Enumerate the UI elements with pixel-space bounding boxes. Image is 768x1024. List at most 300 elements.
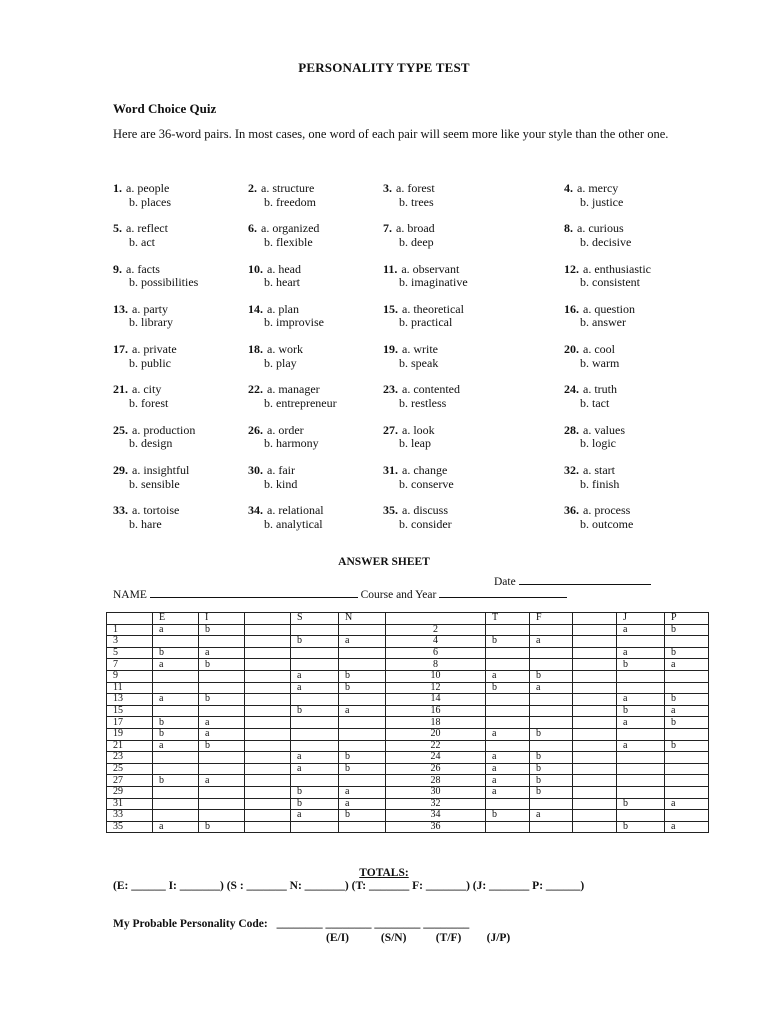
- table-row: [107, 682, 709, 694]
- quiz-item-number: 32.: [564, 463, 579, 478]
- table-cell: a: [617, 717, 665, 729]
- code-part-tf: (T/F): [435, 932, 462, 944]
- table-cell: a: [291, 752, 339, 764]
- table-cell: a: [291, 763, 339, 775]
- quiz-option-a: a. head: [267, 261, 301, 276]
- table-cell: 12: [386, 682, 486, 694]
- table-cell: b: [665, 624, 709, 636]
- quiz-row: [113, 504, 693, 544]
- table-cell: [530, 624, 573, 636]
- table-cell: b: [530, 775, 573, 787]
- table-cell: b: [486, 682, 530, 694]
- quiz-item-number: 31.: [383, 463, 398, 478]
- quiz-option-b: b. conserve: [399, 476, 454, 491]
- table-cell: a: [153, 694, 199, 706]
- table-cell: [245, 810, 291, 822]
- table-cell: [245, 728, 291, 740]
- table-cell: [530, 659, 573, 671]
- table-cell: [245, 763, 291, 775]
- quiz-item: [383, 263, 468, 290]
- table-cell: [245, 705, 291, 717]
- table-cell: [665, 636, 709, 648]
- quiz-item: [113, 222, 168, 249]
- quiz-option-a: a. tortoise: [132, 503, 180, 518]
- quiz-option-b: b. speak: [399, 355, 439, 370]
- table-cell: a: [153, 659, 199, 671]
- quiz-option-a: a. theoretical: [402, 301, 464, 316]
- table-row: [107, 624, 709, 636]
- quiz-item-number: 3.: [383, 181, 392, 195]
- table-cell: 34: [386, 810, 486, 822]
- quiz-item: [564, 383, 617, 410]
- quiz-row: [113, 182, 693, 222]
- quiz-option-a: a. private: [132, 342, 177, 357]
- table-cell: 22: [386, 740, 486, 752]
- table-cell: 19: [107, 728, 153, 740]
- table-cell: [245, 821, 291, 833]
- quiz-option-b: b. restless: [399, 395, 447, 410]
- table-header-cell: E: [153, 613, 199, 625]
- quiz-option-a: a. facts: [126, 261, 160, 276]
- table-cell: [291, 647, 339, 659]
- quiz-option-b: b. heart: [264, 275, 300, 290]
- table-cell: 27: [107, 775, 153, 787]
- table-cell: [153, 763, 199, 775]
- table-cell: [291, 717, 339, 729]
- table-cell: [573, 682, 617, 694]
- quiz-item: [248, 303, 324, 330]
- table-cell: [486, 659, 530, 671]
- table-cell: a: [486, 728, 530, 740]
- table-cell: [245, 798, 291, 810]
- quiz-item: [564, 424, 625, 451]
- table-cell: [665, 810, 709, 822]
- quiz-option-a: a. relational: [267, 503, 324, 518]
- quiz-option-b: b. forest: [129, 395, 169, 410]
- table-cell: [199, 705, 245, 717]
- quiz-option-a: a. change: [402, 463, 448, 478]
- table-cell: a: [530, 682, 573, 694]
- table-cell: [245, 670, 291, 682]
- table-cell: [573, 705, 617, 717]
- table-cell: b: [199, 694, 245, 706]
- table-cell: b: [153, 728, 199, 740]
- table-row: [107, 763, 709, 775]
- table-cell: a: [291, 670, 339, 682]
- quiz-option-b: b. trees: [399, 194, 434, 209]
- table-cell: [339, 740, 386, 752]
- quiz-option-a: a. plan: [267, 301, 299, 316]
- quiz-item-number: 7.: [383, 221, 392, 236]
- table-header-cell: [245, 613, 291, 625]
- table-cell: [617, 775, 665, 787]
- answer-sheet-title: ANSWER SHEET: [338, 556, 430, 568]
- table-cell: a: [486, 763, 530, 775]
- date-blank[interactable]: [519, 574, 651, 585]
- table-header-row: [107, 613, 709, 625]
- table-cell: 5: [107, 647, 153, 659]
- personality-code-blanks[interactable]: ________ ________ ________ ________: [276, 918, 470, 930]
- table-header-cell: N: [339, 613, 386, 625]
- quiz-item: [248, 383, 337, 410]
- quiz-option-b: b. decisive: [580, 234, 632, 249]
- table-cell: 35: [107, 821, 153, 833]
- table-cell: [530, 798, 573, 810]
- quiz-option-a: a. forest: [396, 181, 435, 195]
- table-cell: a: [665, 798, 709, 810]
- table-cell: [665, 682, 709, 694]
- table-cell: b: [153, 775, 199, 787]
- table-cell: [339, 694, 386, 706]
- quiz-option-b: b. entrepreneur: [264, 395, 337, 410]
- table-row: [107, 752, 709, 764]
- quiz-option-a: a. organized: [261, 221, 320, 236]
- table-row: [107, 740, 709, 752]
- quiz-option-b: b. places: [129, 194, 171, 209]
- quiz-item: [248, 263, 301, 290]
- quiz-option-b: b. freedom: [264, 194, 316, 209]
- table-cell: [665, 752, 709, 764]
- table-cell: 15: [107, 705, 153, 717]
- table-cell: 20: [386, 728, 486, 740]
- table-cell: [573, 740, 617, 752]
- table-header-cell: [386, 613, 486, 625]
- table-row: [107, 728, 709, 740]
- table-row: [107, 694, 709, 706]
- table-cell: [153, 810, 199, 822]
- quiz-item: [113, 303, 173, 330]
- personality-code-label: My Probable Personality Code:: [113, 918, 268, 930]
- table-cell: 16: [386, 705, 486, 717]
- table-cell: a: [530, 810, 573, 822]
- course-label: Course and Year: [360, 589, 437, 601]
- table-cell: [530, 647, 573, 659]
- quiz-option-b: b. consider: [399, 516, 452, 531]
- table-cell: [573, 670, 617, 682]
- table-cell: 33: [107, 810, 153, 822]
- table-cell: a: [665, 705, 709, 717]
- name-blank[interactable]: [150, 587, 358, 598]
- quiz-item-number: 5.: [113, 221, 122, 236]
- quiz-option-b: b. library: [129, 315, 173, 330]
- quiz-item-number: 30.: [248, 463, 263, 478]
- table-row: [107, 705, 709, 717]
- table-cell: [617, 752, 665, 764]
- table-cell: b: [339, 752, 386, 764]
- quiz-item: [383, 383, 460, 410]
- quiz-option-b: b. practical: [399, 315, 453, 330]
- table-cell: 7: [107, 659, 153, 671]
- table-cell: b: [153, 717, 199, 729]
- table-cell: [573, 752, 617, 764]
- quiz-item: [383, 424, 435, 451]
- quiz-item-number: 17.: [113, 342, 128, 357]
- table-cell: b: [665, 717, 709, 729]
- table-row: [107, 670, 709, 682]
- quiz-option-a: a. party: [132, 301, 168, 316]
- table-cell: a: [153, 740, 199, 752]
- table-cell: [530, 705, 573, 717]
- quiz-option-a: a. look: [402, 422, 435, 437]
- quiz-item: [113, 182, 171, 209]
- quiz-option-a: a. production: [132, 422, 196, 437]
- table-cell: [199, 636, 245, 648]
- table-cell: [573, 728, 617, 740]
- quiz-option-a: a. reflect: [126, 221, 168, 236]
- quiz-item-number: 15.: [383, 301, 398, 316]
- table-cell: [199, 670, 245, 682]
- table-header-cell: J: [617, 613, 665, 625]
- date-label: Date: [494, 576, 516, 588]
- table-cell: [573, 786, 617, 798]
- table-cell: 11: [107, 682, 153, 694]
- table-cell: a: [339, 798, 386, 810]
- table-cell: [486, 694, 530, 706]
- table-cell: [339, 775, 386, 787]
- quiz-option-b: b. public: [129, 355, 171, 370]
- table-cell: a: [665, 659, 709, 671]
- quiz-option-a: a. observant: [401, 261, 460, 276]
- table-cell: [153, 636, 199, 648]
- table-cell: [245, 786, 291, 798]
- table-cell: [530, 821, 573, 833]
- quiz-option-a: a. enthusiastic: [583, 261, 651, 276]
- quiz-item-number: 28.: [564, 422, 579, 437]
- table-cell: [530, 694, 573, 706]
- table-cell: [486, 740, 530, 752]
- table-cell: 29: [107, 786, 153, 798]
- table-cell: [339, 624, 386, 636]
- table-cell: a: [486, 752, 530, 764]
- quiz-option-b: b. act: [129, 234, 155, 249]
- quiz-option-b: b. deep: [399, 234, 434, 249]
- table-cell: [617, 763, 665, 775]
- table-cell: 13: [107, 694, 153, 706]
- quiz-item-number: 21.: [113, 382, 128, 397]
- table-cell: [199, 786, 245, 798]
- table-cell: [486, 717, 530, 729]
- quiz-option-b: b. warm: [580, 355, 620, 370]
- quiz-item-number: 18.: [248, 342, 263, 357]
- table-cell: a: [530, 636, 573, 648]
- table-row: [107, 647, 709, 659]
- table-cell: [339, 659, 386, 671]
- table-cell: a: [153, 821, 199, 833]
- quiz-item: [564, 504, 633, 531]
- table-cell: 28: [386, 775, 486, 787]
- quiz-option-b: b. improvise: [264, 315, 324, 330]
- table-cell: [573, 624, 617, 636]
- table-cell: [486, 705, 530, 717]
- word-choice-quiz: [113, 182, 693, 545]
- quiz-item-number: 10.: [248, 261, 263, 276]
- table-cell: [573, 647, 617, 659]
- table-cell: 3: [107, 636, 153, 648]
- quiz-option-b: b. leap: [399, 436, 431, 451]
- table-cell: b: [199, 740, 245, 752]
- table-cell: [339, 647, 386, 659]
- code-part-ei: (E/I): [326, 932, 349, 944]
- quiz-item: [248, 222, 319, 249]
- table-cell: [617, 682, 665, 694]
- quiz-option-b: b. consistent: [580, 275, 640, 290]
- table-cell: [573, 636, 617, 648]
- table-cell: [291, 728, 339, 740]
- table-cell: [665, 728, 709, 740]
- table-cell: [573, 694, 617, 706]
- table-cell: 4: [386, 636, 486, 648]
- intro-paragraph: Here are 36-word pairs. In most cases, one word of each pair will seem more like your style than the other one.: [113, 127, 669, 141]
- quiz-item-number: 22.: [248, 382, 263, 397]
- table-cell: 24: [386, 752, 486, 764]
- table-cell: a: [199, 717, 245, 729]
- personality-code-row: [113, 918, 469, 930]
- table-cell: a: [617, 624, 665, 636]
- name-label: NAME: [113, 589, 147, 601]
- table-cell: b: [617, 798, 665, 810]
- table-row: [107, 810, 709, 822]
- table-cell: a: [665, 821, 709, 833]
- table-cell: 21: [107, 740, 153, 752]
- table-cell: b: [530, 752, 573, 764]
- quiz-row: [113, 303, 693, 343]
- quiz-option-a: a. fair: [267, 463, 295, 478]
- quiz-item: [564, 464, 619, 491]
- personality-code-parts: [326, 932, 510, 944]
- table-cell: a: [486, 786, 530, 798]
- table-cell: [573, 763, 617, 775]
- table-cell: [530, 740, 573, 752]
- quiz-option-a: a. insightful: [132, 463, 190, 478]
- table-cell: [245, 636, 291, 648]
- table-cell: a: [153, 624, 199, 636]
- table-cell: b: [665, 740, 709, 752]
- quiz-item-number: 25.: [113, 422, 128, 437]
- totals-line[interactable]: (E: ______ I: _______) (S : _______ N: _______) (T: _______ F: _______) (J: _______ P: ______): [113, 880, 585, 892]
- table-cell: a: [617, 694, 665, 706]
- quiz-item: [383, 182, 435, 209]
- quiz-item: [113, 424, 195, 451]
- quiz-item: [383, 303, 464, 330]
- table-cell: a: [486, 775, 530, 787]
- table-row: [107, 821, 709, 833]
- table-cell: [665, 775, 709, 787]
- date-field[interactable]: [494, 574, 651, 588]
- quiz-item: [248, 464, 297, 491]
- table-cell: a: [199, 647, 245, 659]
- quiz-item-number: 9.: [113, 261, 122, 276]
- table-cell: b: [199, 659, 245, 671]
- page-title: PERSONALITY TYPE TEST: [298, 60, 470, 75]
- table-cell: b: [199, 821, 245, 833]
- quiz-item-number: 24.: [564, 382, 579, 397]
- code-part-jp: (J/P): [486, 932, 511, 944]
- table-cell: [291, 624, 339, 636]
- table-cell: b: [291, 798, 339, 810]
- table-cell: a: [339, 705, 386, 717]
- table-cell: [617, 670, 665, 682]
- quiz-item: [564, 303, 635, 330]
- quiz-option-a: a. people: [126, 181, 170, 195]
- table-cell: [245, 682, 291, 694]
- quiz-item: [248, 182, 316, 209]
- quiz-item-number: 34.: [248, 503, 263, 518]
- table-cell: [617, 786, 665, 798]
- table-row: [107, 775, 709, 787]
- table-cell: [199, 798, 245, 810]
- table-cell: a: [339, 636, 386, 648]
- table-cell: [665, 670, 709, 682]
- table-cell: [153, 798, 199, 810]
- table-cell: b: [530, 763, 573, 775]
- table-cell: 23: [107, 752, 153, 764]
- table-cell: 2: [386, 624, 486, 636]
- table-cell: 30: [386, 786, 486, 798]
- table-cell: b: [291, 786, 339, 798]
- quiz-item-number: 14.: [248, 301, 263, 316]
- section-subtitle: Word Choice Quiz: [113, 101, 217, 116]
- quiz-item: [564, 182, 623, 209]
- quiz-item-number: 11.: [383, 261, 398, 276]
- table-cell: [339, 728, 386, 740]
- table-cell: 18: [386, 717, 486, 729]
- quiz-option-a: a. contented: [402, 382, 460, 397]
- quiz-row: [113, 424, 693, 464]
- table-cell: b: [617, 705, 665, 717]
- table-cell: [245, 694, 291, 706]
- table-cell: [617, 728, 665, 740]
- quiz-item: [383, 343, 438, 370]
- quiz-option-b: b. outcome: [580, 516, 634, 531]
- quiz-item-number: 33.: [113, 503, 128, 518]
- quiz-item: [113, 343, 177, 370]
- table-header-cell: P: [665, 613, 709, 625]
- table-cell: b: [486, 636, 530, 648]
- table-cell: 1: [107, 624, 153, 636]
- table-cell: b: [530, 728, 573, 740]
- quiz-item-number: 35.: [383, 503, 398, 518]
- quiz-option-a: a. start: [583, 463, 615, 478]
- table-cell: [153, 786, 199, 798]
- table-row: [107, 798, 709, 810]
- quiz-option-a: a. values: [583, 422, 625, 437]
- table-header-cell: [107, 613, 153, 625]
- table-row: [107, 659, 709, 671]
- table-cell: [245, 624, 291, 636]
- quiz-item: [564, 263, 651, 290]
- table-cell: [617, 636, 665, 648]
- quiz-option-b: b. analytical: [264, 516, 323, 531]
- quiz-option-b: b. imaginative: [399, 275, 468, 290]
- table-cell: [245, 647, 291, 659]
- table-cell: [245, 717, 291, 729]
- quiz-row: [113, 343, 693, 383]
- table-cell: 31: [107, 798, 153, 810]
- quiz-item: [113, 263, 198, 290]
- quiz-item-number: 8.: [564, 221, 573, 236]
- quiz-option-a: a. curious: [577, 221, 624, 236]
- quiz-row: [113, 263, 693, 303]
- quiz-option-b: b. possibilities: [129, 275, 199, 290]
- table-header-cell: [573, 613, 617, 625]
- quiz-option-a: a. broad: [396, 221, 435, 236]
- table-cell: [245, 775, 291, 787]
- quiz-option-b: b. finish: [580, 476, 620, 491]
- table-cell: [339, 717, 386, 729]
- table-cell: b: [153, 647, 199, 659]
- course-blank[interactable]: [439, 587, 567, 598]
- table-cell: 36: [386, 821, 486, 833]
